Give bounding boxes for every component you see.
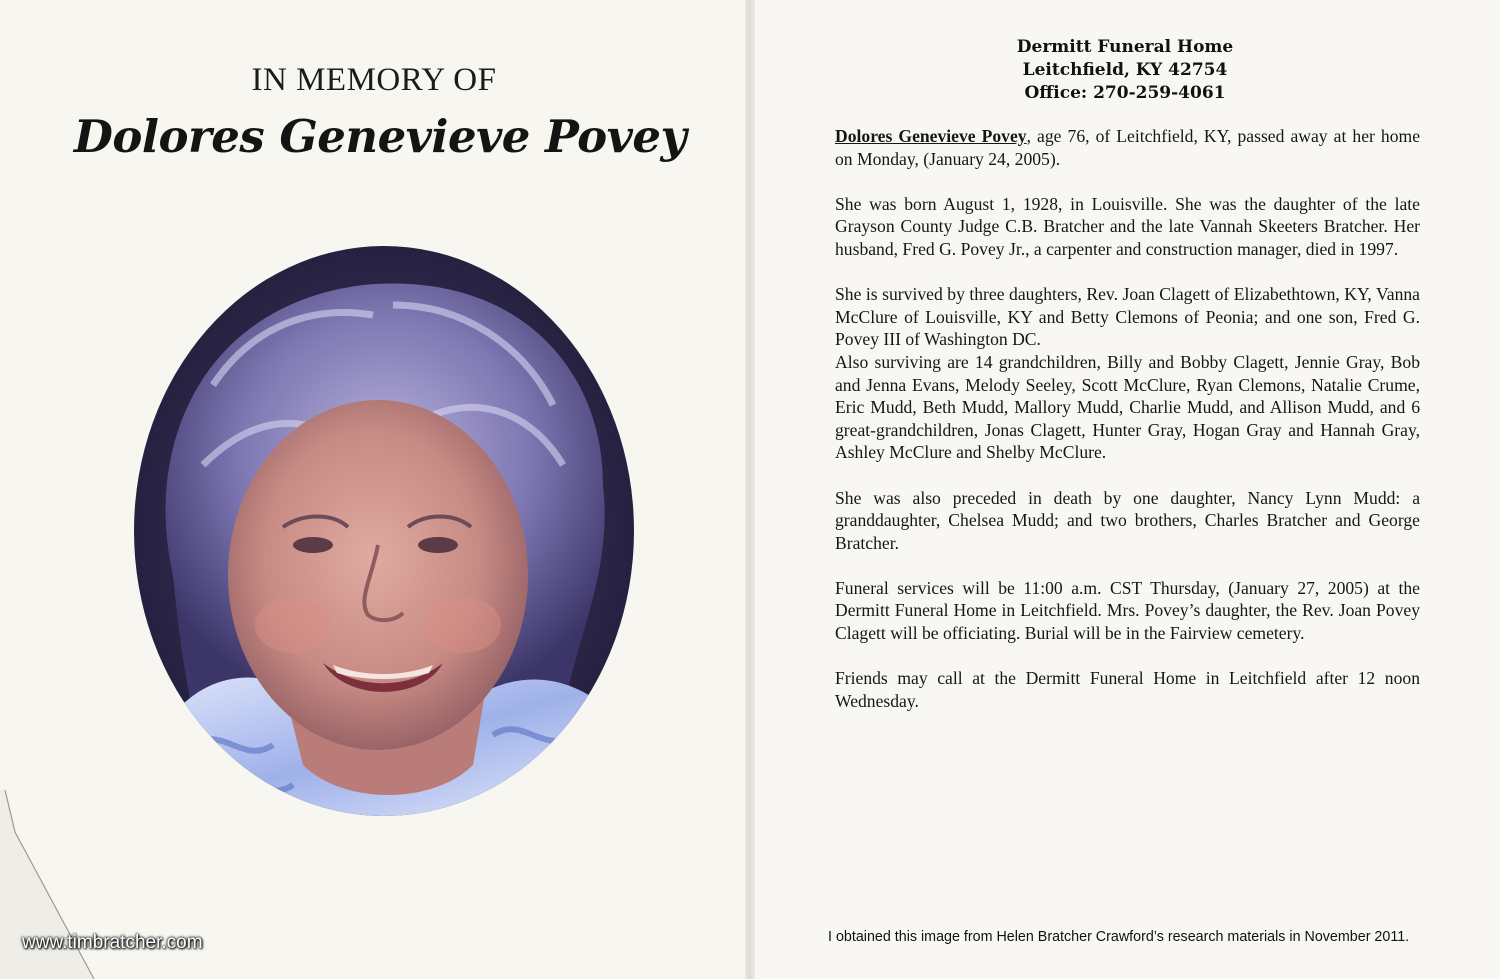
obituary-text [835,125,1420,735]
source-credit: I obtained this image from Helen Bratcher Crawford’s research materials in November 2011. [828,929,1410,945]
obituary-paragraph-2: She was born August 1, 1928, in Louisville. She was the daughter of the late Grayson County Judge C.B. Bratcher and the late Vannah Skeeters Bratcher. Her husband, Fred G. Povey Jr., a carpenter and construction manager, died in 1997. [835,193,1420,259]
obituary-paragraph-4: She was also preceded in death by one daughter, Nancy Lynn Mudd: a granddaughter, Chelsea Mudd; and two brothers, Charles Bratcher and George Bratcher. [835,487,1420,553]
funeral-home-phone: Office: 270-259-4061 [1024,83,1226,103]
funeral-home-location: Leitchfield, KY 42754 [1022,60,1228,80]
obituary-p1-text: , age 76, of Leitchfield, KY, passed away at her home on Monday, (January 24, 2005). [835,126,1421,169]
obituary-paragraph-5: Funeral services will be 11:00 a.m. CST Thursday, (January 27, 2005) at the Dermitt Funeral Home in Leitchfield. Mrs. Povey’s daughter, the Rev. Joan Povey Clagett will be officiating. Burial will be in the Fairview cemetery. [835,577,1420,644]
funeral-home-name: Dermitt Funeral Home [1016,37,1234,57]
deceased-name-title: Dolores Genevieve Povey [73,110,687,163]
obituary-lead-name: Dolores Genevieve Povey [835,126,1027,146]
funeral-home-header [985,36,1265,105]
obituary-paragraph-3a: She is survived by three daughters, Rev. Joan Clagett of Elizabethtown, KY, Vanna McClure of Louisville, KY and Betty Clemons of Peonia; and one son, Fred G. Povey III of Washington DC. [835,284,1420,350]
website-watermark: www.timbratcher.com [22,932,203,953]
obituary-paragraph-3b: Also surviving are 14 grandchildren, Billy and Bobby Clagett, Jennie Gray, Bob and Jenna Evans, Melody Seeley, Scott McClure, Ryan Clemons, Natalie Crume, Eric Mudd, Beth Mudd, Mallory Mudd, Charlie Mudd, and Allison Mudd, and 6 great-grandchildren, Jonas Clagett, Hunter Gray, Hogan Gray and Hannah Gray, Ashley McClure and Shelby McClure. [835,351,1420,463]
memory-heading: IN MEMORY OF [251,62,497,98]
portrait-photo [133,245,635,817]
obituary-paragraph-1 [835,125,1420,170]
obituary-paragraph-6: Friends may call at the Dermitt Funeral Home in Leitchfield after 12 noon Wednesday. [835,668,1420,711]
